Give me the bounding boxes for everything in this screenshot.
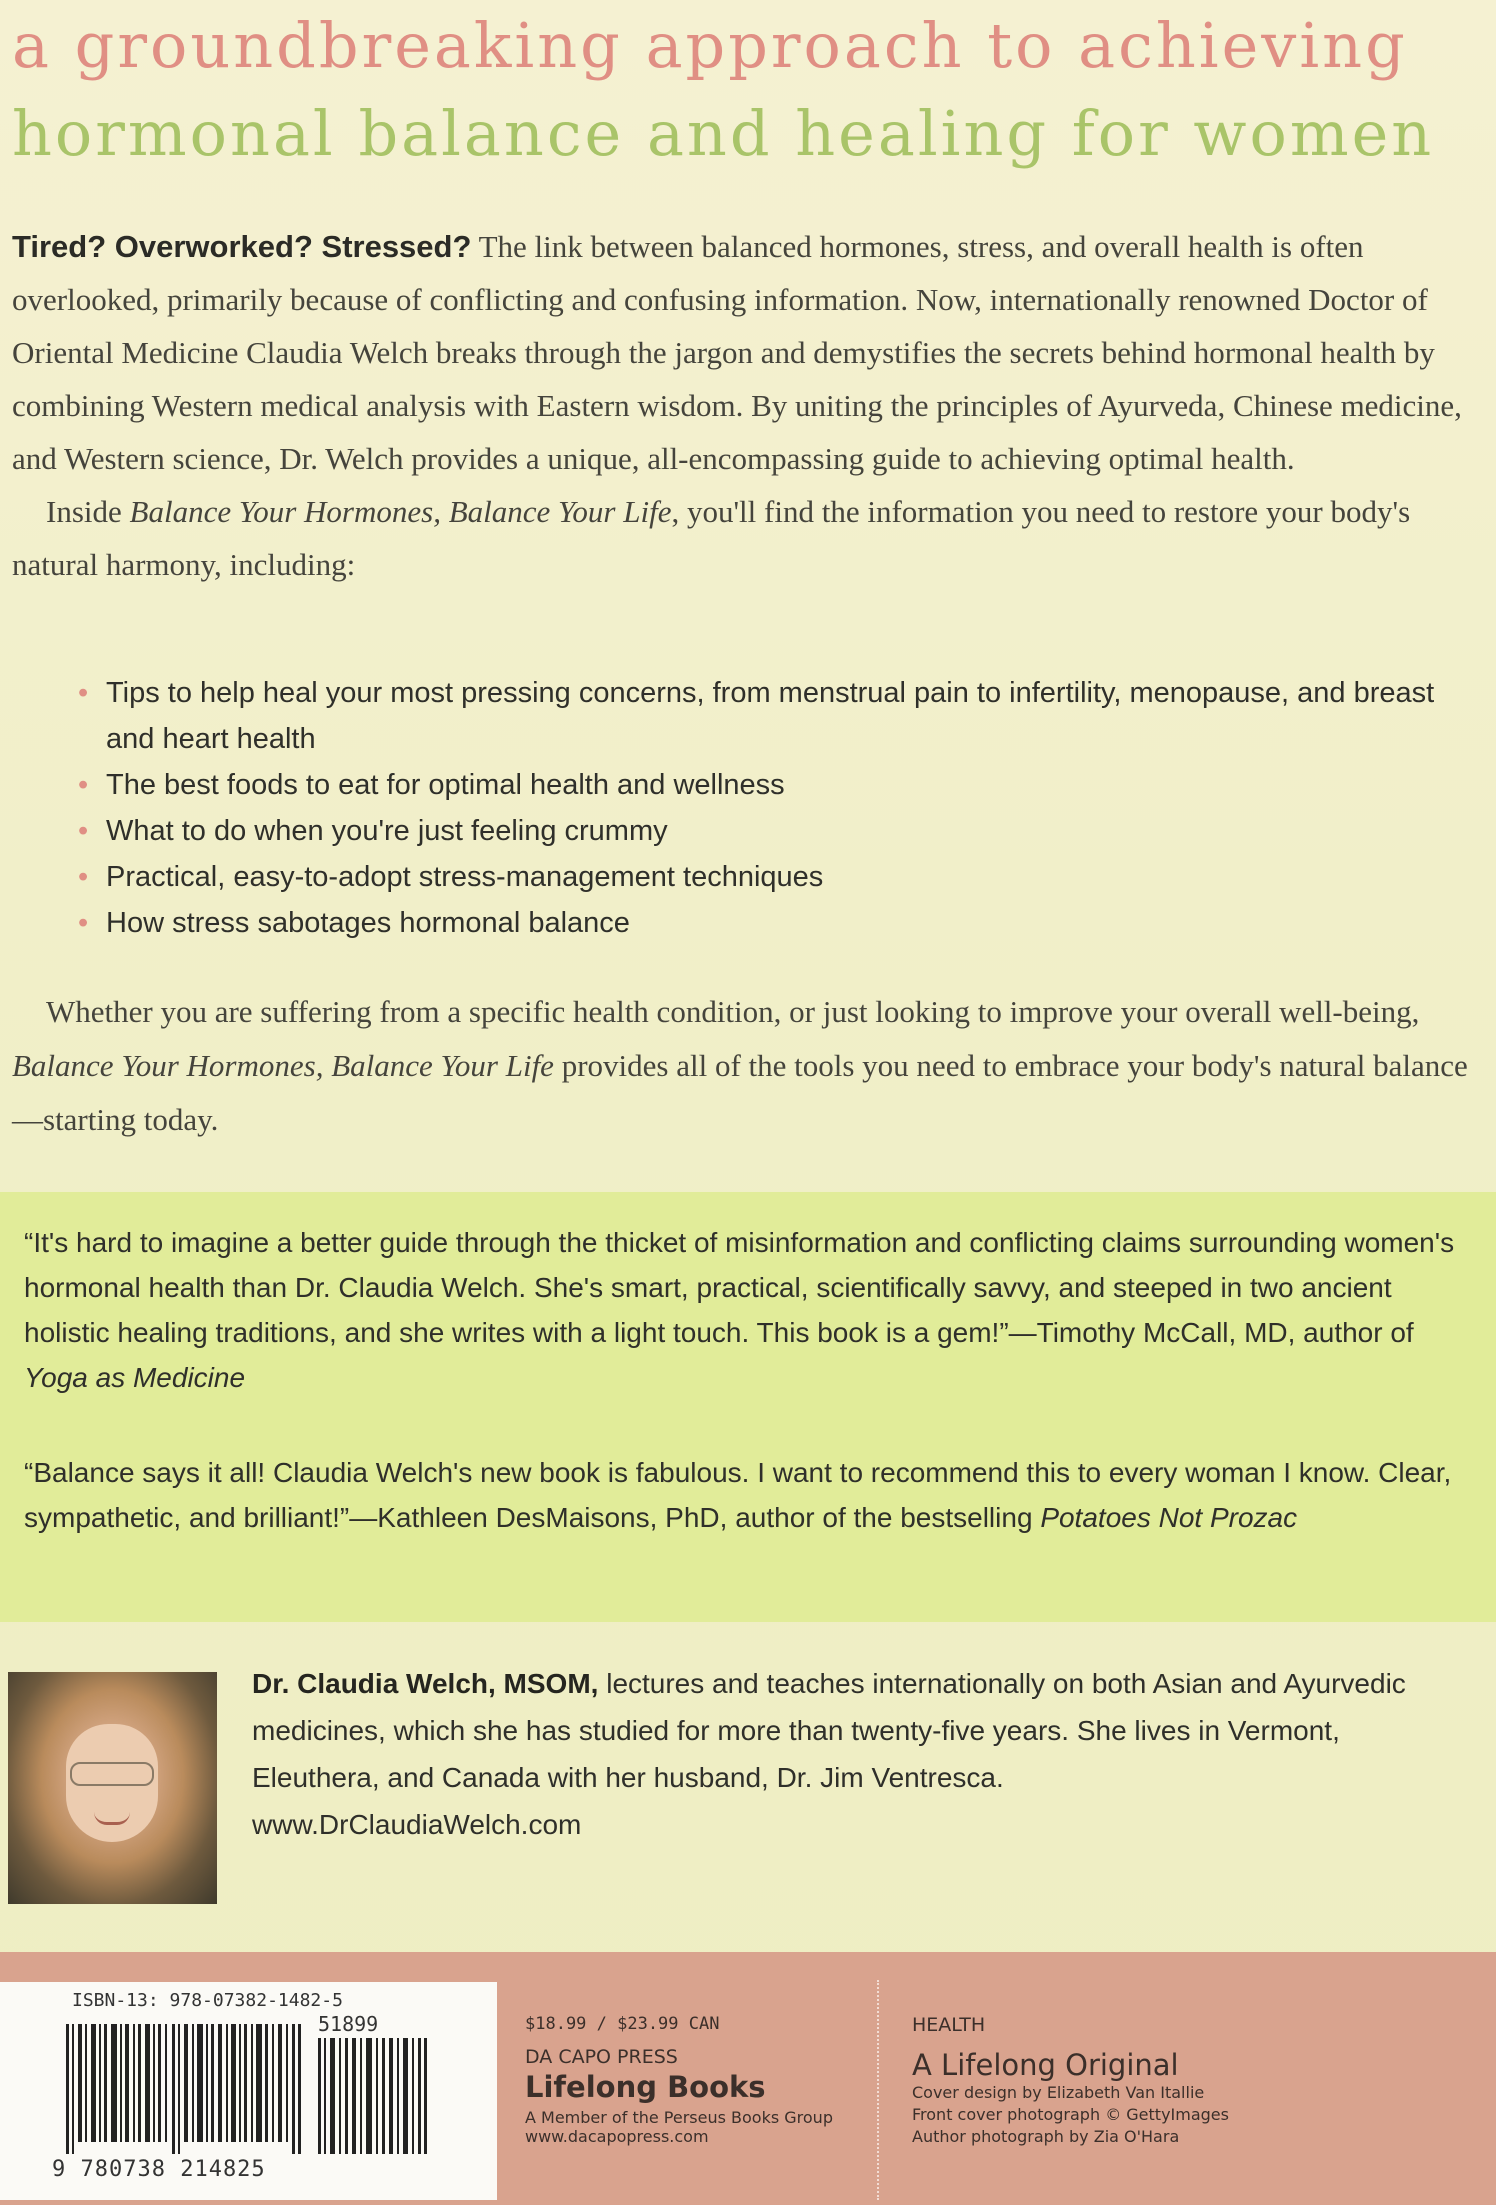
- endorsements-band: [0, 1192, 1496, 1622]
- headline-line-2: hormonal balance and healing for women: [12, 97, 1435, 170]
- endorsement-quote: [24, 1220, 1474, 1400]
- credit-line: Front cover photograph © GettyImages: [912, 2105, 1229, 2124]
- credit-line: Cover design by Elizabeth Van Itallie: [912, 2083, 1205, 2102]
- author-website: www.DrClaudiaWelch.com: [252, 1809, 582, 1840]
- description-body: The link between balanced hormones, stress, and overall health is often overlooked, primarily because of conflicting and confusing information. Now, internationally renowned Doctor of Oriental Medicine Claudia Welch breaks through the jargon and demystifies the secrets behind hormonal health by combining Western medical analysis with Eastern wisdom. By uniting the principles of Ayurveda, Chinese medicine, and Western science, Dr. Welch provides a unique, all-encompassing guide to achieving optimal health.: [12, 229, 1462, 476]
- list-item: • Tips to help heal your most pressing concerns, from menstrual pain to infertility, menopause, and breast and heart health: [78, 670, 1458, 762]
- publisher-member: A Member of the Perseus Books Group: [525, 2108, 833, 2127]
- closing-paragraph: [12, 985, 1484, 1147]
- publisher-block: [525, 2014, 833, 2146]
- description-paragraph-1: [12, 220, 1484, 485]
- quote-book-title: Yoga as Medicine: [24, 1362, 246, 1393]
- closing-before: Whether you are suffering from a specific health condition, or just looking to improve your overall well-being,: [46, 994, 1420, 1029]
- author-bio: [252, 1660, 1472, 1848]
- series-label: A Lifelong Original: [912, 2048, 1179, 2082]
- endorsement-quote: [24, 1450, 1474, 1540]
- barcode-icon: [66, 2024, 301, 2154]
- dotted-divider: [877, 1980, 879, 2200]
- description-p2-before: Inside: [46, 494, 130, 529]
- description-p2-after: , you'll find the information you need to restore your body's natural harmony, including:: [12, 494, 1411, 582]
- book-title: Balance Your Hormones, Balance Your Life: [12, 1048, 554, 1083]
- closing-after: provides all of the tools you need to embrace your body's natural balance—starting today.: [12, 1048, 1468, 1137]
- description-paragraph-2: [12, 485, 1484, 591]
- barcode-addon: 51899: [318, 2012, 379, 2036]
- category-label: HEALTH: [912, 2014, 986, 2036]
- quote-text: “Balance says it all! Claudia Welch's new book is fabulous. I want to recommend this to every woman I know. Clear, sympathetic, and brilliant!”—Kathleen DesMaisons, PhD, author of the bestselling: [24, 1457, 1452, 1533]
- headline: [12, 8, 1492, 172]
- category-block: [912, 2014, 1229, 2148]
- price: $18.99 / $23.99 CAN: [525, 2014, 720, 2034]
- author-name: Dr. Claudia Welch, MSOM,: [252, 1668, 599, 1699]
- barcode-box: [0, 1982, 497, 2200]
- author-photo: [8, 1672, 217, 1904]
- description: [12, 220, 1484, 591]
- author-bio-text: lectures and teaches internationally on both Asian and Ayurvedic medicines, which she has studied for more than twenty-five years. She lives in Vermont, Eleuthera, and Canada with her husband, Dr. Jim Ventresca.: [252, 1668, 1406, 1793]
- quote-text: “It's hard to imagine a better guide through the thicket of misinformation and conflicting claims surrounding women's hormonal health than Dr. Claudia Welch. She's smart, practical, scientifically savvy, and steeped in two ancient holistic healing traditions, and she writes with a light touch. This book is a gem!”—Timothy McCall, MD, author of: [24, 1227, 1455, 1348]
- credit-line: Author photograph by Zia O'Hara: [912, 2127, 1180, 2146]
- glasses-icon: [70, 1762, 154, 1786]
- book-title: Balance Your Hormones, Balance Your Life: [129, 494, 672, 529]
- list-item: • The best foods to eat for optimal health and wellness: [78, 762, 1458, 808]
- publisher-name: DA CAPO PRESS: [525, 2046, 678, 2068]
- benefits-list: [78, 670, 1458, 946]
- list-item: • Practical, easy-to-adopt stress-management techniques: [78, 854, 1458, 900]
- isbn-label: ISBN-13: 978-07382-1482-5: [72, 1990, 343, 2011]
- barcode-digits: 9 780738 214825: [52, 2157, 266, 2182]
- description-lead: Tired? Overworked? Stressed?: [12, 229, 472, 264]
- headline-line-1: a groundbreaking approach to achieving: [12, 9, 1408, 82]
- barcode-addon-icon: [318, 2038, 428, 2154]
- footer-band: [0, 1952, 1496, 2205]
- publisher-website: www.dacapopress.com: [525, 2127, 709, 2146]
- quote-book-title: Potatoes Not Prozac: [1040, 1502, 1298, 1533]
- list-item: • How stress sabotages hormonal balance: [78, 900, 1458, 946]
- imprint-name: Lifelong Books: [525, 2070, 766, 2104]
- list-item: • What to do when you're just feeling crummy: [78, 808, 1458, 854]
